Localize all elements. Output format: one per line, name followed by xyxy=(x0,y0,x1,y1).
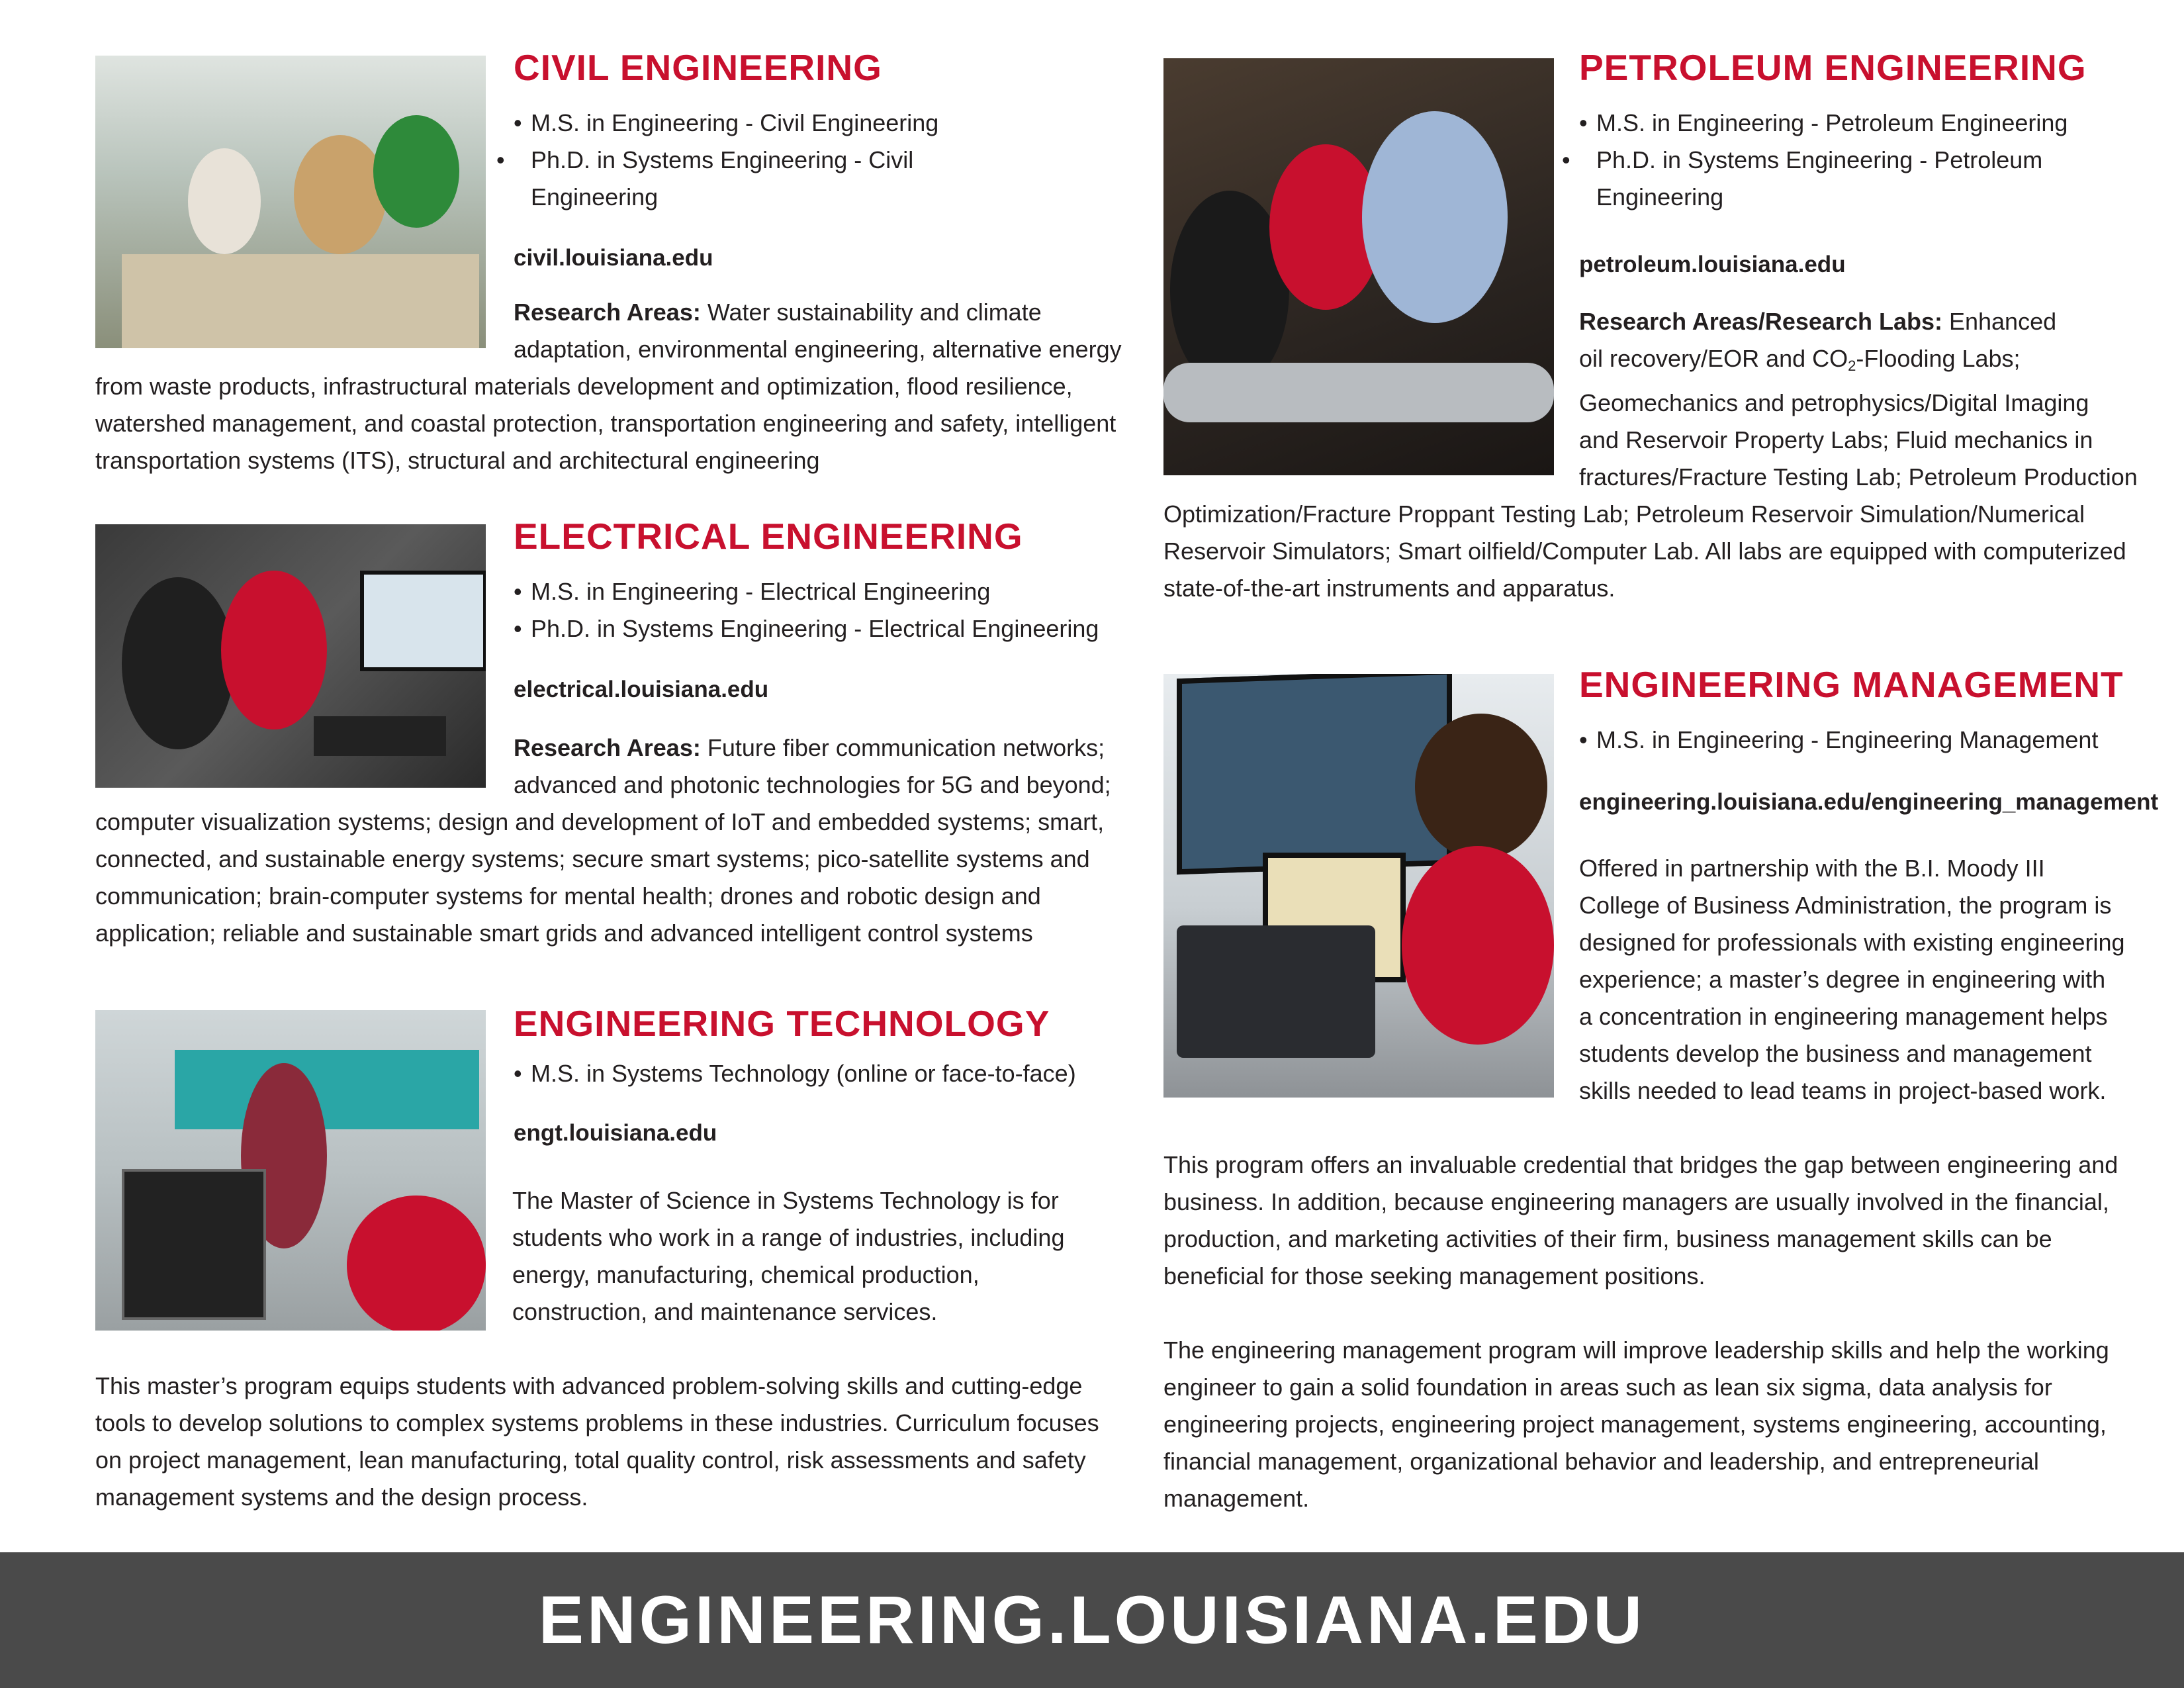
technology-intro: The Master of Science in Systems Technology is for students who work in a range of industries, including energy, manufacturing, chemical production, construction, and maintenance services. xyxy=(512,1187,1065,1325)
civil-research-label: Research Areas: xyxy=(514,299,701,326)
electrical-url-link[interactable]: electrical.louisiana.edu xyxy=(514,677,769,702)
management-paragraph-3: The engineering management program will improve leadership skills and help the working engineer to gain a solid foundation in areas such as lean six sigma, data analysis for engineering projects, engineering project management, systems engineering, accounting, financial management, organizational behavior and leadership, and entrepreneurial management. xyxy=(1163,1336,2109,1512)
technology-body: This master’s program equips students with advanced problem-solving skills and cutting-edge tools to develop solutions to complex systems problems in these industries. Curriculum focuses on project management, lean manufacturing, total quality control, risk assessments and safety management systems and the design process. xyxy=(95,1372,1099,1511)
civil-degree-phd: • Ph.D. in Systems Engineering - Civil Engineering xyxy=(496,146,914,211)
engineering-management-heading: ENGINEERING MANAGEMENT xyxy=(1579,664,2124,705)
footer-url-link[interactable]: ENGINEERING.LOUISIANA.EDU xyxy=(538,1582,1646,1658)
civil-url-link[interactable]: civil.louisiana.edu xyxy=(514,245,713,271)
electrical-degree-phd: • Ph.D. in Systems Engineering - Electrical Engineering xyxy=(514,615,1099,642)
technology-degree-ms: • M.S. in Systems Technology (online or face-to-face) xyxy=(514,1060,1076,1087)
petroleum-url-link[interactable]: petroleum.louisiana.edu xyxy=(1579,252,1846,277)
petroleum-degree-phd: • Ph.D. in Systems Engineering - Petroleum Engineering xyxy=(1562,146,2043,211)
technology-url-link[interactable]: engt.louisiana.edu xyxy=(514,1120,717,1146)
civil-engineering-heading: CIVIL ENGINEERING xyxy=(514,47,882,88)
management-degree-list xyxy=(1579,722,2148,759)
civil-research-areas: Research Areas: Water sustainability and climate adaptation, environmental engineering, alternative energy from waste products, infrastructural materials development and optimization, flood resilience, watershed management, and coastal protection, transportation engineering and safety, intelligent transportation systems (ITS), structural and architectural engineering xyxy=(95,299,1122,474)
electrical-research-areas: Research Areas: Future fiber communication networks; advanced and photonic technologies for 5G and beyond; computer visualization systems; design and development of IoT and embedded systems; smart, connected, and sustainable energy systems; secure smart systems; pico-satellite systems and communication; brain-computer systems for mental health; drones and robotic design and application; reliable and sustainable smart grids and advanced intelligent control systems xyxy=(95,734,1111,947)
engineering-technology-heading: ENGINEERING TECHNOLOGY xyxy=(514,1003,1050,1044)
management-degree-ms: • M.S. in Engineering - Engineering Management xyxy=(1579,726,2099,753)
footer-banner xyxy=(0,1552,2184,1688)
electrical-research-label: Research Areas: xyxy=(514,734,701,761)
technology-degree-list xyxy=(514,1055,1109,1092)
electrical-engineering-heading: ELECTRICAL ENGINEERING xyxy=(514,516,1023,557)
engineering-management-photo xyxy=(1163,674,1554,1098)
management-url-link[interactable]: engineering.louisiana.edu/engineering_management xyxy=(1579,789,2159,815)
civil-degree-list xyxy=(496,105,950,216)
civil-degree-ms: • M.S. in Engineering - Civil Engineering xyxy=(514,109,939,136)
petroleum-degree-list xyxy=(1562,105,2082,216)
electrical-degree-list xyxy=(514,573,1109,647)
engineering-technology-photo xyxy=(95,1010,486,1331)
petroleum-research-areas: Research Areas/Research Labs: Enhanced oil recovery/EOR and $CO_2$-Flooding Labs; Geomechanics and petrophysics/Digital Imaging and Reservoir Property Labs; Fluid mechanics in fractures/Fracture Testing Lab; Petroleum Production Optimization/Fracture Proppant Testing Lab; Petroleum Reservoir Simulation/Numerical Reservoir Simulators; Smart oilfield/Computer Lab. All labs are equipped with computerized state-of-the-art instruments and apparatus. xyxy=(1163,308,2138,602)
management-intro: Offered in partnership with the B.I. Moody III College of Business Administration, the program is designed for professionals with existing engineering experience; a master’s degree in engineering with a concentration in engineering management helps students develop the business and management skills needed to lead teams in project-based work. xyxy=(1579,855,2125,1104)
petroleum-degree-ms: • M.S. in Engineering - Petroleum Engineering xyxy=(1579,109,2068,136)
management-paragraph-2: This program offers an invaluable credential that bridges the gap between engineering and business. In addition, because engineering managers are usually involved in the financial, production, and marketing activities of their firm, business management skills can be beneficial for those seeking management positions. xyxy=(1163,1151,2118,1289)
petroleum-research-label: Research Areas/Research Labs: xyxy=(1579,308,1942,335)
petroleum-engineering-heading: PETROLEUM ENGINEERING xyxy=(1579,47,2087,88)
electrical-degree-ms: • M.S. in Engineering - Electrical Engineering xyxy=(514,578,991,605)
